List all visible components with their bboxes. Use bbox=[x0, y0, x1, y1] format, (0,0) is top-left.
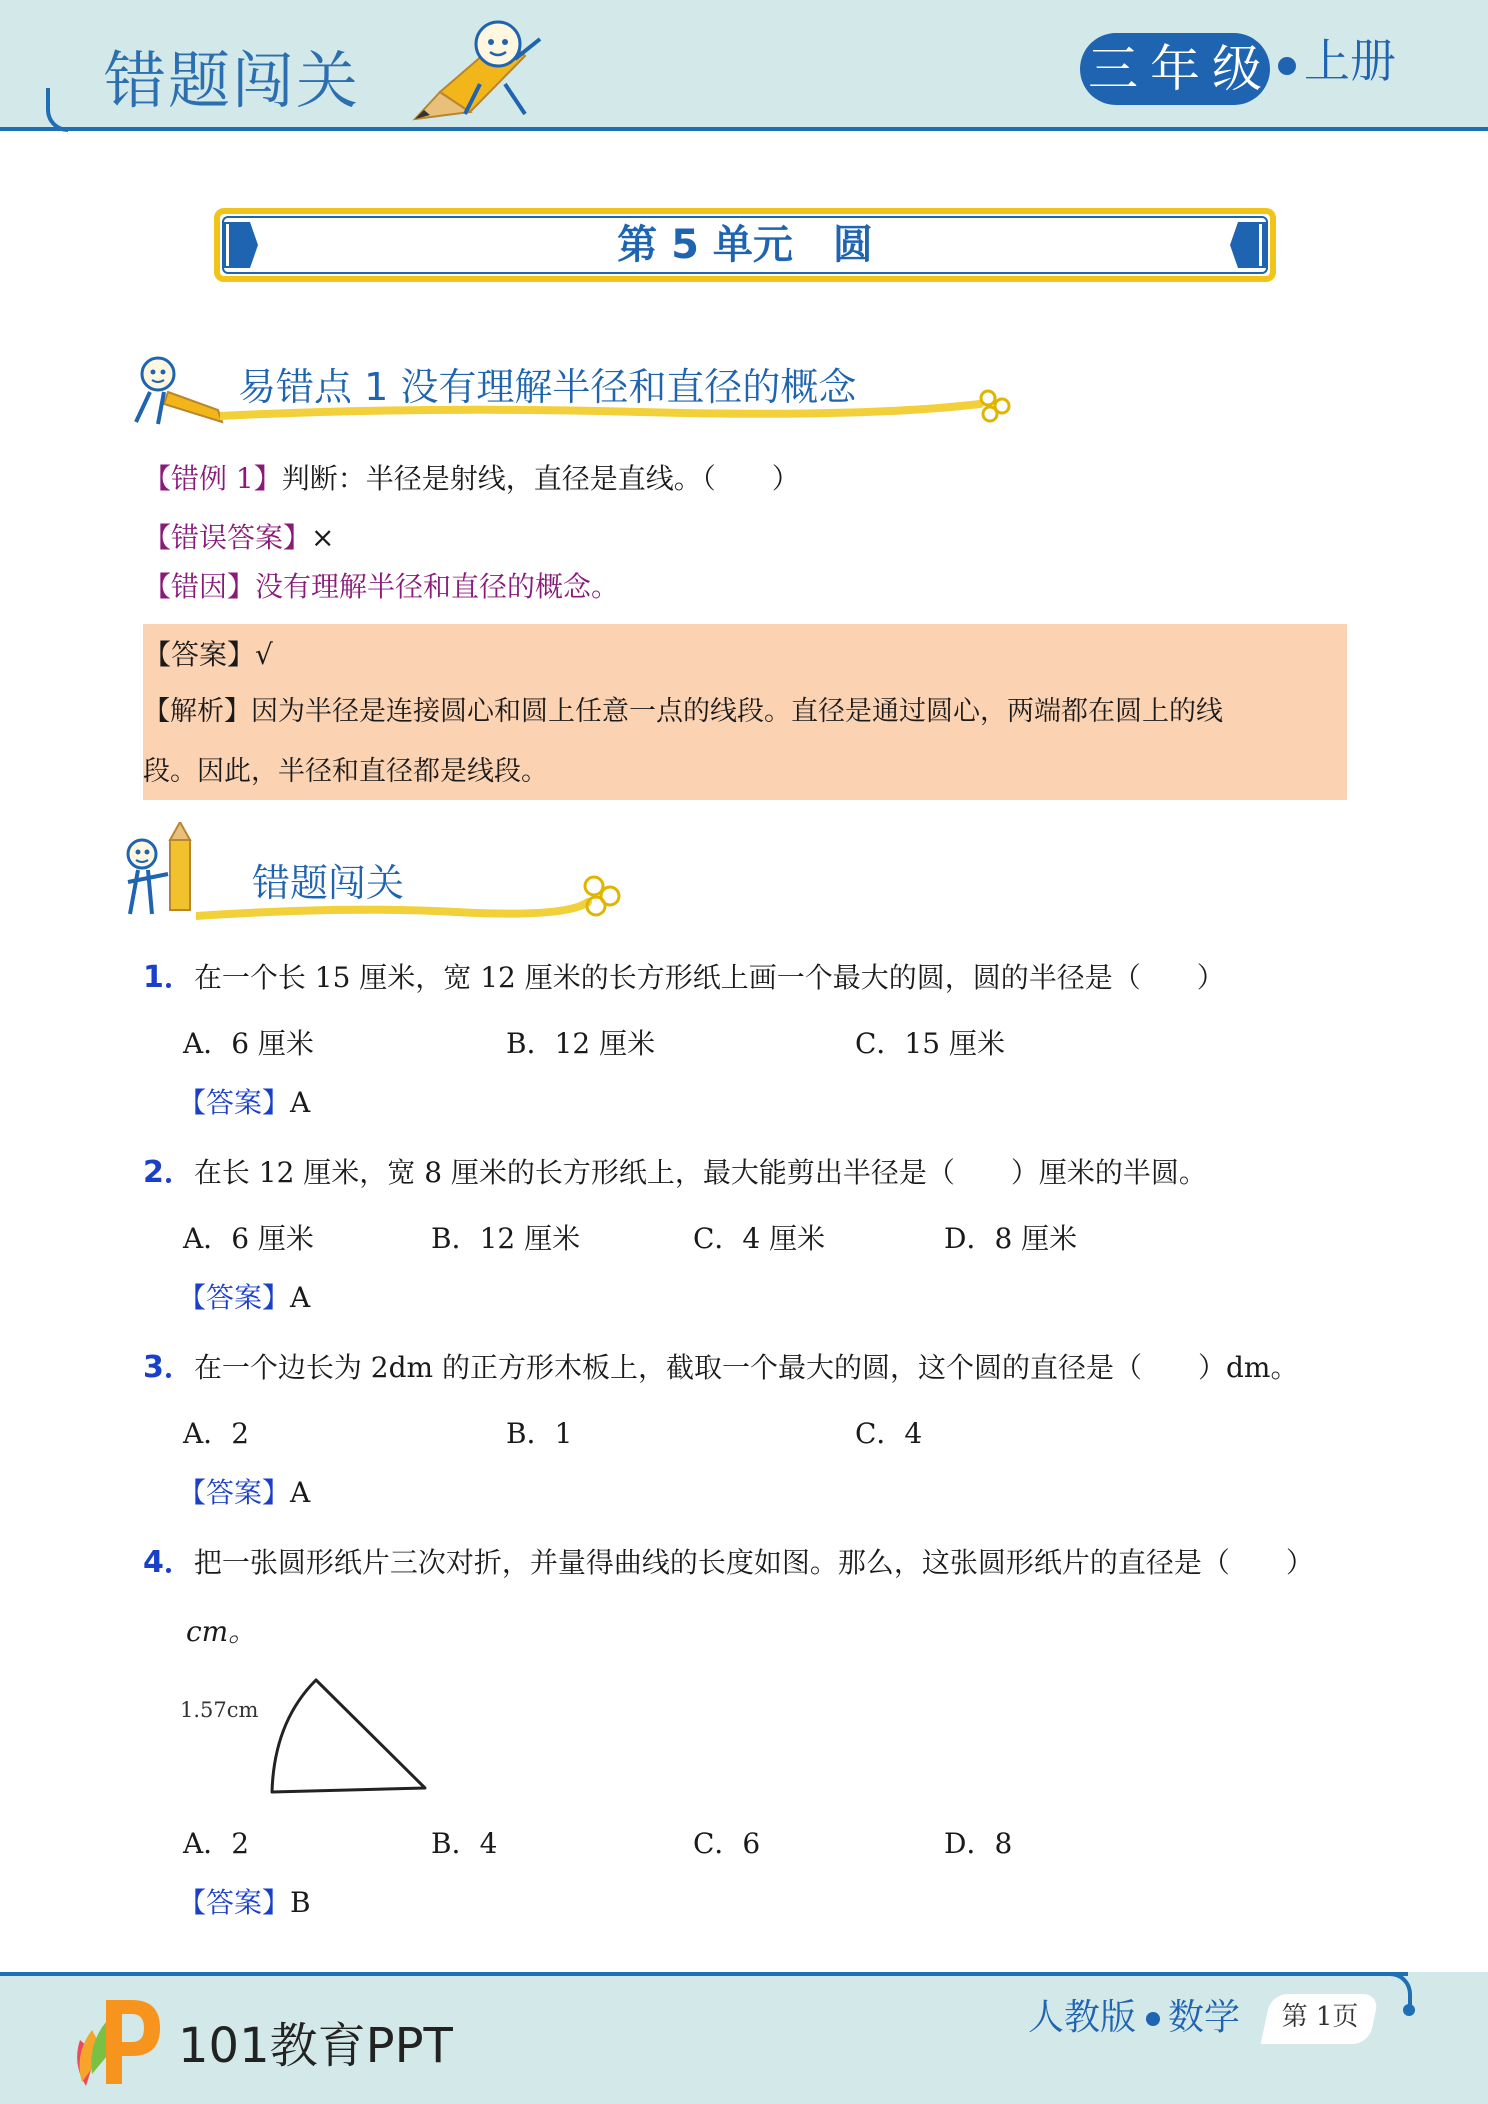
option: C．6 bbox=[693, 1827, 761, 1860]
pencil-mascot-icon bbox=[118, 822, 198, 922]
practice-title: 错题闯关 bbox=[252, 861, 405, 905]
header-divider bbox=[0, 127, 1488, 131]
answer-tag: 【答案】 bbox=[143, 638, 256, 671]
answer-tag: 【答案】 bbox=[178, 1886, 291, 1919]
mistake-example bbox=[143, 462, 800, 496]
figure-label: 1.57cm bbox=[180, 1698, 259, 1722]
question-3 bbox=[143, 1350, 1298, 1386]
option: A．6 厘米 bbox=[183, 1222, 314, 1255]
question-text-continued: cm。 bbox=[186, 1615, 257, 1648]
answer-value: A bbox=[290, 1476, 311, 1509]
analysis-tag: 【解析】 bbox=[143, 696, 251, 727]
option: D．8 厘米 bbox=[944, 1222, 1078, 1255]
option: B．12 厘米 bbox=[431, 1222, 581, 1255]
subject-label: 数学 bbox=[1168, 1997, 1241, 2038]
footer-divider bbox=[0, 1972, 1408, 1976]
question-text: 在长 12 厘米，宽 8 厘米的长方形纸上，最大能剪出半径是（ ）厘米的半圆。 bbox=[193, 1156, 1207, 1189]
answer-tag: 【答案】 bbox=[178, 1086, 291, 1119]
brand-name: 101教育PPT bbox=[178, 2018, 453, 2074]
brand-logo-letter: P bbox=[114, 2049, 118, 2056]
answer-value: A bbox=[290, 1281, 311, 1314]
question-answer bbox=[178, 1476, 310, 1510]
separator-dot bbox=[1278, 57, 1296, 75]
question-answer bbox=[178, 1086, 310, 1120]
brand-logo-icon bbox=[66, 1994, 166, 2090]
option: A．6 厘米 bbox=[183, 1027, 314, 1060]
option: C．4 bbox=[855, 1417, 923, 1450]
mistake-cause bbox=[143, 570, 619, 604]
grade-char: 级 bbox=[1212, 40, 1262, 98]
wrong-answer bbox=[143, 521, 334, 555]
question-number: 3． bbox=[143, 1350, 194, 1385]
option: A．2 bbox=[183, 1417, 250, 1450]
grade-char: 年 bbox=[1150, 40, 1200, 98]
wrong-answer-value: × bbox=[311, 521, 335, 554]
question-text: 在一个长 15 厘米，宽 12 厘米的长方形纸上画一个最大的圆，圆的半径是（ ） bbox=[193, 961, 1225, 994]
option: B．1 bbox=[506, 1417, 573, 1450]
question-number: 1． bbox=[143, 960, 194, 995]
question-text: 把一张圆形纸片三次对折，并量得曲线的长度如图。那么，这张圆形纸片的直径是（ ） bbox=[193, 1546, 1314, 1579]
option: A．2 bbox=[183, 1827, 250, 1860]
grade-badge bbox=[1080, 33, 1270, 105]
volume-label: 上册 bbox=[1304, 34, 1396, 88]
folded-circle-figure bbox=[260, 1672, 432, 1800]
question-answer bbox=[178, 1281, 310, 1315]
example-text: 判断：半径是射线，直径是直线。（ ） bbox=[281, 462, 800, 495]
option: B．12 厘米 bbox=[506, 1027, 656, 1060]
answer-tag: 【答案】 bbox=[178, 1476, 291, 1509]
footer-hook-dot bbox=[1403, 2004, 1415, 2016]
mistake-point-title: 易错点 1 没有理解半径和直径的概念 bbox=[238, 365, 857, 409]
answer-value: B bbox=[290, 1886, 311, 1919]
question-number: 2． bbox=[143, 1155, 194, 1190]
question-number: 4． bbox=[143, 1545, 194, 1580]
analysis-line-2: 段。因此，半径和直径都是线段。 bbox=[143, 756, 548, 787]
cause-text: 没有理解半径和直径的概念。 bbox=[255, 570, 620, 603]
grade-char: 三 bbox=[1088, 40, 1138, 98]
cause-tag: 【错因】 bbox=[143, 570, 256, 603]
question-answer bbox=[178, 1886, 311, 1920]
question-2 bbox=[143, 1155, 1207, 1191]
example-tag: 【错例 1】 bbox=[143, 462, 282, 495]
pencil-mascot-icon bbox=[410, 14, 550, 124]
analysis-text: 因为半径是连接圆心和圆上任意一点的线段。直径是通过圆心，两端都在圆上的线 bbox=[251, 696, 1223, 727]
wrong-answer-tag: 【错误答案】 bbox=[143, 521, 312, 554]
question-1 bbox=[143, 960, 1225, 996]
pencil-mascot-icon bbox=[128, 352, 228, 428]
question-text: 在一个边长为 2dm 的正方形木板上，截取一个最大的圆，这个圆的直径是（ ）dm。 bbox=[193, 1351, 1299, 1384]
answer-tag: 【答案】 bbox=[178, 1281, 291, 1314]
answer-value: A bbox=[290, 1086, 311, 1119]
option: D．8 bbox=[944, 1827, 1013, 1860]
example-answer bbox=[143, 638, 273, 672]
page-number: 第 1页 bbox=[1281, 2002, 1359, 2032]
edition-label: 人教版 bbox=[1028, 1997, 1137, 2038]
option: B．4 bbox=[431, 1827, 498, 1860]
option: C．4 厘米 bbox=[693, 1222, 826, 1255]
answer-value: √ bbox=[255, 638, 273, 671]
header-title: 错题闯关 bbox=[104, 44, 361, 117]
question-4 bbox=[143, 1545, 1314, 1581]
separator-dot bbox=[1146, 2012, 1160, 2026]
analysis-line-1 bbox=[143, 696, 1223, 728]
option: C．15 厘米 bbox=[855, 1027, 1005, 1060]
unit-title: 第 5 单元 圆 bbox=[617, 222, 873, 268]
